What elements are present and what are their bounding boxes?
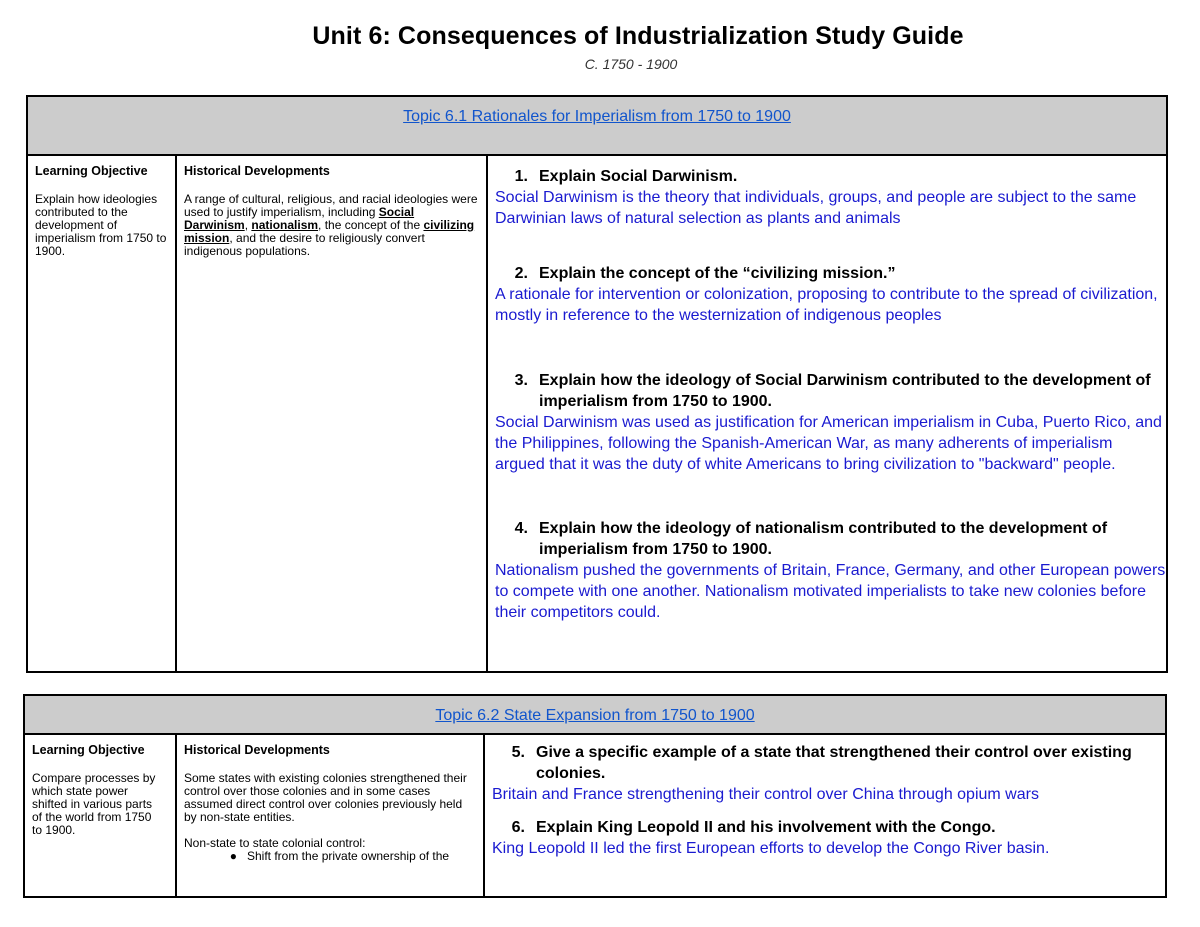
- term-social-darwinism: Social Darwinism: [184, 205, 415, 232]
- question: 4. Explain how the ideology of nationalism contributed to the development of imperialism from 1750 to 1900.: [514, 520, 1108, 558]
- answer: King Leopold II led the first European efforts to develop the Congo River basin.: [492, 840, 1050, 857]
- historical-developments-label: Historical Developments: [184, 164, 330, 178]
- learning-objective-label: Learning Objective: [32, 743, 145, 757]
- historical-developments-cell: [177, 156, 488, 671]
- learning-objective-text: Explain how ideologies contributed to the development of imperialism from 1750 to 1900.: [35, 192, 167, 258]
- topic-header: [25, 696, 1165, 735]
- topic-6-1-table: [26, 95, 1168, 673]
- question-block: [495, 370, 1166, 475]
- question: 3. Explain how the ideology of Social Darwinism contributed to the development of imperialism from 1750 to 1900.: [514, 372, 1151, 410]
- answer: Social Darwinism was used as justification for American imperialism in Cuba, Puerto Rico, and the Philippines, following the Spanish-American War, as many adherents of imperialism argued that it was the duty of white Americans to bring civilization to "backward" people.: [495, 414, 1162, 473]
- question-block: [495, 263, 1166, 326]
- topic-row: [28, 156, 1166, 671]
- bullet-icon: ●: [229, 849, 237, 863]
- topic-6-1-link[interactable]: Topic 6.1 Rationales for Imperialism from 1750 to 1900: [403, 108, 791, 125]
- question-block: [495, 518, 1166, 623]
- questions-cell: [488, 156, 1166, 671]
- historical-developments-subheading: Non-state to state colonial control:: [184, 836, 366, 850]
- historical-developments-label: Historical Developments: [184, 743, 330, 757]
- learning-objective-cell: [25, 735, 177, 896]
- topic-row: [25, 735, 1165, 896]
- topic-header: [28, 97, 1166, 156]
- answer: Social Darwinism is the theory that individuals, groups, and people are subject to the same Darwinian laws of natural selection as plants and animals: [495, 189, 1137, 227]
- learning-objective-text: Compare processes by which state power shifted in various parts of the world from 1750 to 1900.: [32, 771, 156, 837]
- term-nationalism: nationalism: [251, 218, 319, 232]
- page-subtitle: C. 1750 - 1900: [584, 56, 678, 72]
- term-civilizing-mission: civilizing mission: [184, 218, 475, 245]
- learning-objective-cell: [28, 156, 177, 671]
- topic-6-2-table: [23, 694, 1167, 898]
- questions-cell: [485, 735, 1165, 896]
- question: 1. Explain Social Darwinism.: [514, 168, 738, 185]
- answer: Nationalism pushed the governments of Britain, France, Germany, and other European powers to compete with one another. Nationalism motivated imperialists to take new colonies before their competitors could.: [495, 562, 1166, 621]
- question: 6. Explain King Leopold II and his involvement with the Congo.: [511, 819, 996, 836]
- question-block: [495, 166, 1166, 229]
- question: 2. Explain the concept of the “civilizing mission.”: [514, 265, 896, 282]
- answer: A rationale for intervention or colonization, proposing to contribute to the spread of civilization, mostly in reference to the westernization of indigenous peoples: [495, 286, 1158, 324]
- learning-objective-label: Learning Objective: [35, 164, 148, 178]
- topic-6-2-link[interactable]: Topic 6.2 State Expansion from 1750 to 1900: [435, 707, 755, 724]
- question: 5. Give a specific example of a state that strengthened their control over existing colonies.: [511, 744, 1132, 782]
- historical-developments-cell: [177, 735, 485, 896]
- bullet-item: ● Shift from the private ownership of the: [184, 850, 476, 863]
- question-block: [492, 817, 1165, 859]
- page-title: Unit 6: Consequences of Industrialization Study Guide: [312, 22, 964, 50]
- answer: Britain and France strengthening their control over China through opium wars: [492, 786, 1039, 803]
- question-block: [492, 742, 1165, 805]
- historical-developments-text: Some states with existing colonies strengthened their control over those colonies and in some cases assumed direct control over colonies previously held by non-state entities.: [184, 771, 467, 824]
- historical-developments-text: A range of cultural, religious, and racial ideologies were used to justify imperialism, including Social Darwinism, nationalism, the concept of the civilizing mission, and the desire to religiously convert indigenous populations.: [184, 192, 478, 258]
